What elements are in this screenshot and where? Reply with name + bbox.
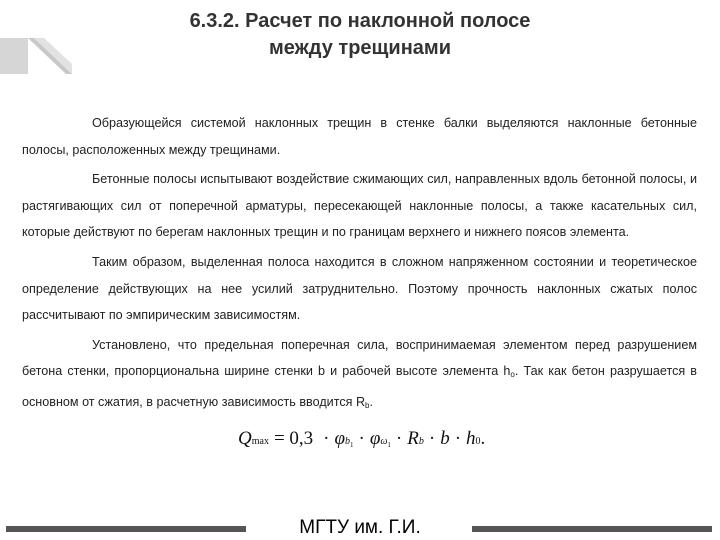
paragraph-2: Бетонные полосы испытывают воздействие сжимающих сил, направленных вдоль бетонной полосы, и растягивающих сил от поперечной арматуры, пересекающей наклонные полосы, а также касательных сил, которые действуют по берегам наклонных трещин и по границам верхнего и нижнего поясов элемента.: [22, 172, 697, 240]
paragraph-4-subscript-b: b: [365, 400, 370, 410]
formula-q-subscript: max: [251, 436, 269, 447]
formula-r-subscript: b: [418, 436, 424, 447]
paragraph-4-part-2: . Так как бетон разрушается в основном от сжатия, в расчетную зависимость вводится R: [22, 364, 697, 409]
paragraph-4-subscript-o: o: [510, 370, 515, 380]
formula-equals: = 0,3: [273, 428, 314, 449]
body-text: [22, 110, 697, 420]
formula-h-subscript: 0: [475, 436, 481, 447]
formula-dot-5: ·: [454, 428, 462, 449]
corner-decoration: [0, 38, 72, 74]
paragraph-4: [22, 332, 697, 420]
formula-phi-w1: φ: [369, 428, 381, 449]
footer-divider-right: [472, 526, 712, 532]
formula-phi-w1-subscript: $\omega_1$: [380, 436, 391, 449]
footer-divider-left: [6, 526, 246, 532]
formula-r: R: [407, 428, 419, 449]
formula-dot-2: ·: [358, 428, 365, 449]
formula: [238, 428, 485, 464]
formula-b: b: [440, 428, 450, 449]
paragraph-1: Образующейся системой наклонных трещин в стенке балки выделяются наклонные бетонные полосы, расположенных между трещинами.: [22, 116, 697, 157]
title-line-2: между трещинами: [268, 37, 452, 59]
title-line-1: 6.3.2. Расчет по наклонной полосе: [189, 10, 531, 32]
formula-h: h: [466, 428, 476, 449]
page-title: [120, 8, 600, 62]
paragraph-3: Таким образом, выделенная полоса находится в сложном напряженном состоянии и теоретическое определение действующих на нее усилий затруднительно. Поэтому прочность наклонных сжатых полос рассчитывают по эмпирическим зависимостям.: [22, 254, 697, 323]
formula-q: Q: [238, 428, 252, 449]
paragraph-4-part-3: .: [369, 394, 373, 409]
formula-phi-b1: φ: [334, 428, 346, 449]
formula-phi-b1-subscript: $b_1$: [345, 436, 354, 449]
formula-dot-4: ·: [428, 428, 436, 449]
formula-dot-1: ·: [323, 428, 330, 449]
paragraph-4-part-1: Установлено, что предельная поперечная сила, воспринимаемая элементом перед разрушением бетона стенки, пропорциональна ширине стенки b и рабочей высоте элемента h: [22, 337, 697, 379]
formula-end: .: [480, 428, 486, 449]
footer-text: МГТУ им. Г.И.: [299, 517, 421, 538]
formula-dot-3: ·: [395, 428, 403, 449]
